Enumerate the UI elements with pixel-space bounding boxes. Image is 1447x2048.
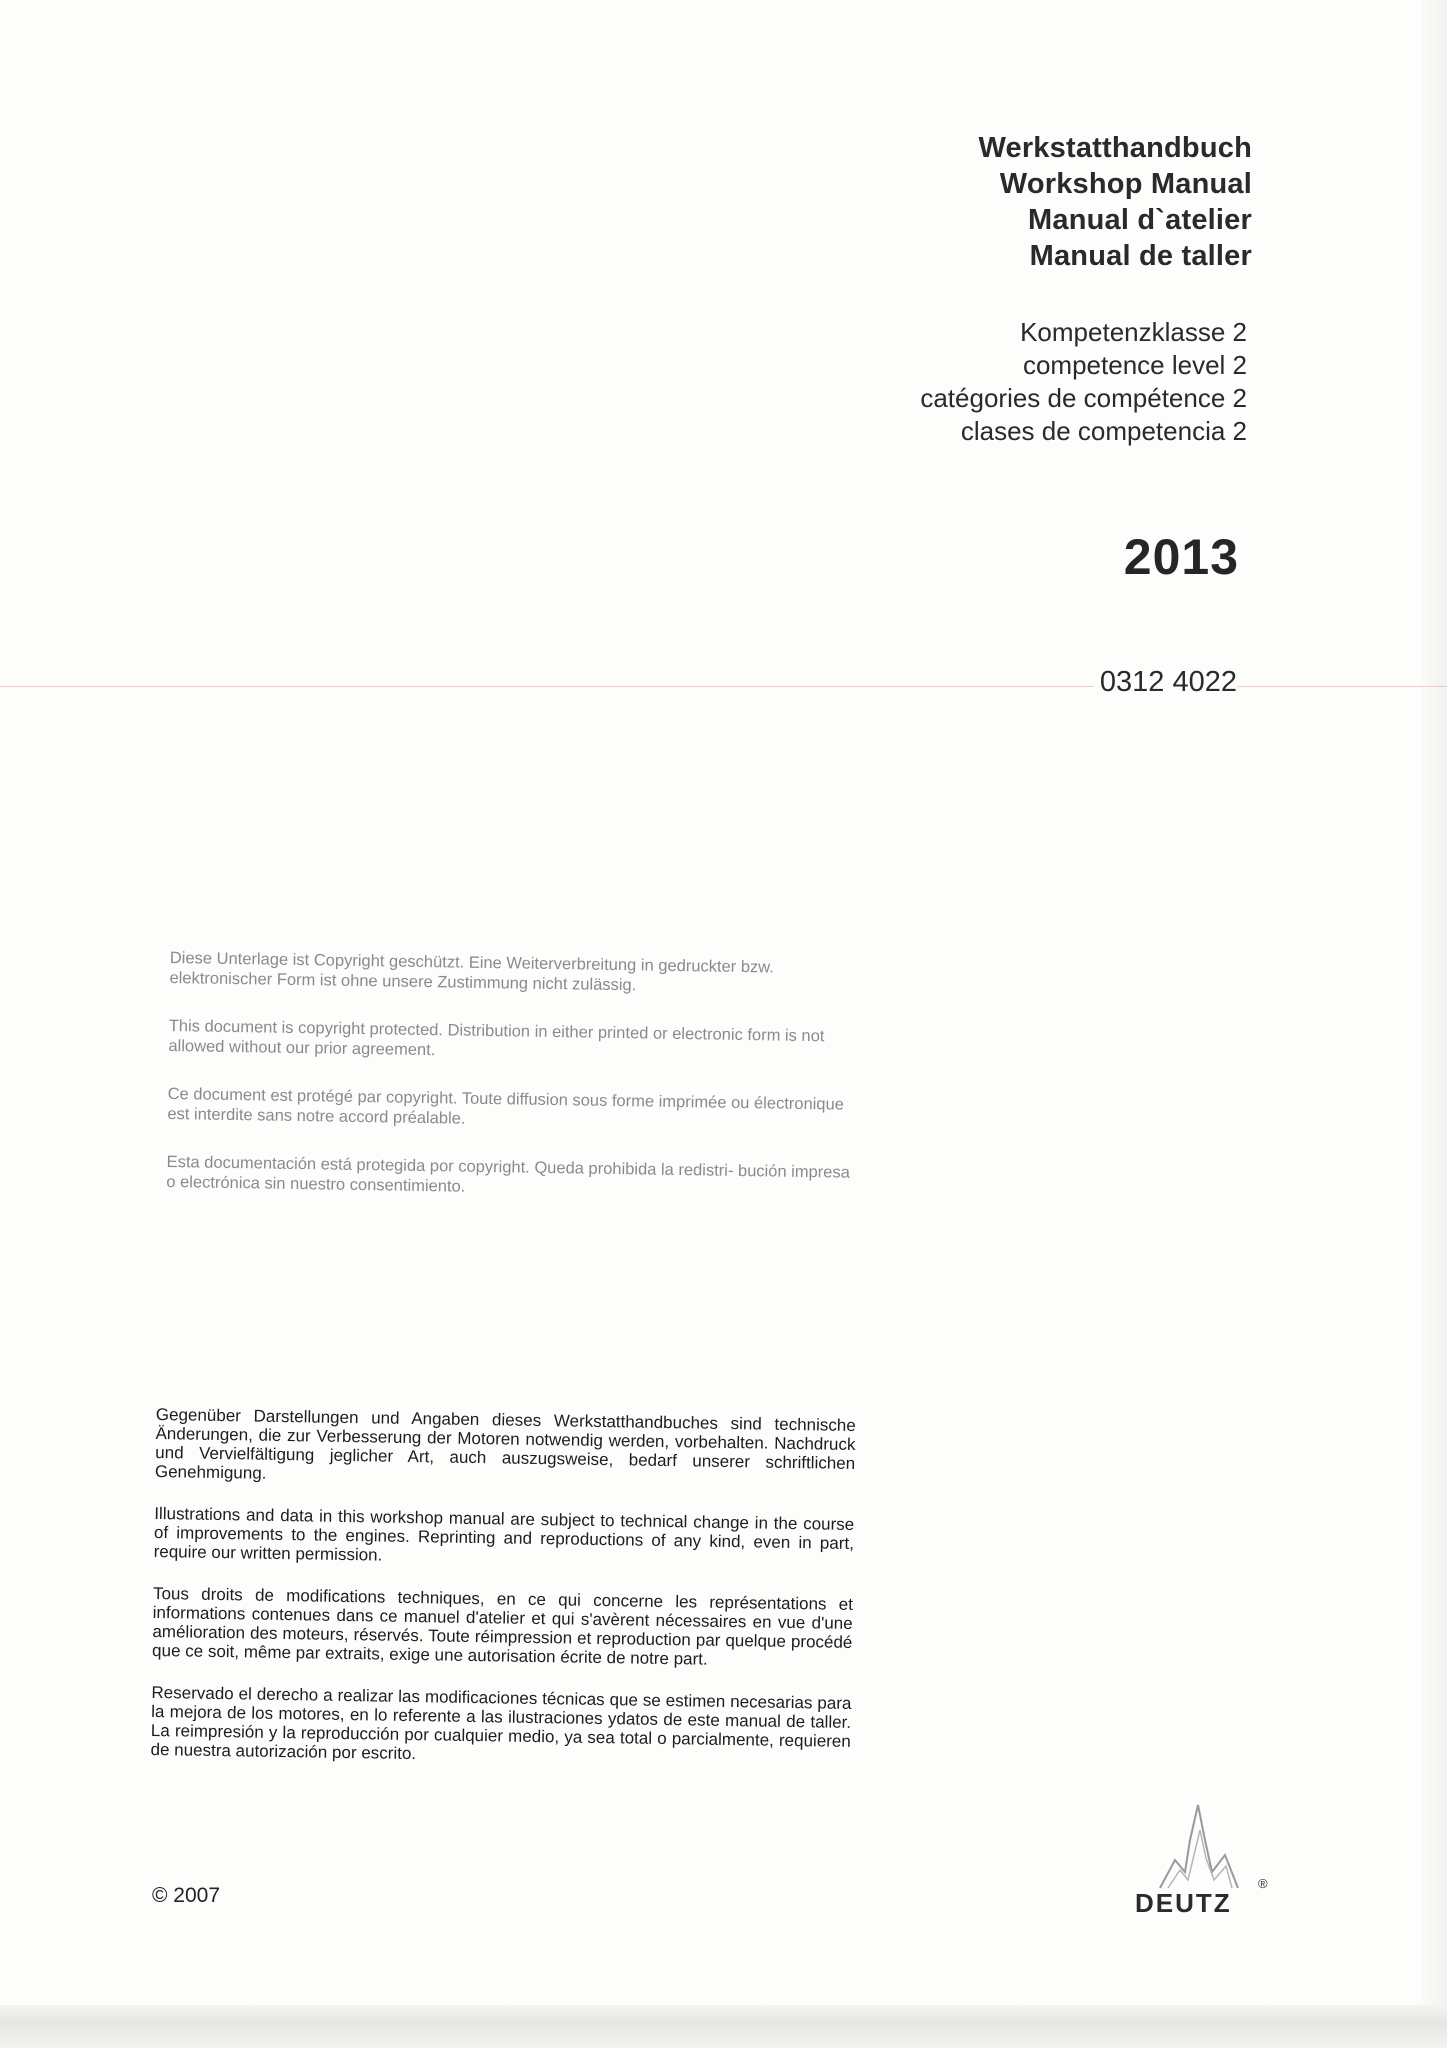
deutz-logo-text: DEUTZ (1135, 1888, 1232, 1918)
manual-title-block (978, 130, 1252, 274)
registered-mark: ® (1258, 1876, 1268, 1891)
subtitle-french: catégories de compétence 2 (920, 383, 1247, 413)
scan-right-edge (1422, 0, 1447, 2048)
title-spanish: Manual de taller (1029, 240, 1252, 272)
modification-notice-french: Tous droits de modifications techniques, en ce qui concerne les représentations et informations contenues dans ce manuel d'atelier et qui s'avèrent nécessaires en vue d'une amélioration des moteurs, réservés. Toute réimpression et reproduction par quelque procédé que ce soit, même par extraits, exige une autorisation écrite de notre part. (151, 1583, 854, 1669)
modification-notice-spanish: Reservado el derecho a realizar las modificaciones técnicas que se estimen necesarias para la mejora de los motores, en lo referente a las ilustraciones ydatos de este manual de taller. La reimpresión y la reproducción por cualquier medio, ya sea total o parcialmente, requieren de nuestra autorización por escrito. (150, 1682, 852, 1764)
modification-notice-english: Illustrations and data in this workshop manual are subject to technical change in the course of improvements to the engines. Reprinting and reproductions of any kind, even in part, require our written permission. (153, 1503, 855, 1565)
copyright-notice-english: This document is copyright protected. Distribution in either printed or electronic form is not allowed without our prior agreement. (168, 1016, 825, 1060)
scan-bottom-edge (0, 2005, 1447, 2048)
copyright-notice-spanish: Esta documentación está protegida por copyright. Queda prohibida la redistri- bución impresa o electrónica sin nuestro consentimiento. (166, 1152, 851, 1196)
subtitle-spanish: clases de competencia 2 (960, 416, 1247, 446)
engine-series-number: 2013 (1123, 529, 1239, 585)
title-french: Manual d`atelier (1028, 204, 1252, 236)
part-number: 0312 4022 (1094, 666, 1237, 699)
subtitle-german: Kompetenzklasse 2 (1020, 317, 1247, 347)
title-german: Werkstatthandbuch (978, 132, 1252, 164)
copyright-notice-german: Diese Unterlage ist Copyright geschützt. Eine Weiterverbreitung in gedruckter bzw. elektronischer Form ist ohne unsere Zustimmung nicht zulässig. (169, 948, 774, 995)
competence-level-block (920, 316, 1247, 448)
title-english: Workshop Manual (999, 168, 1252, 200)
modification-notice-german: Gegenüber Darstellungen und Angaben dieses Werkstatthandbuches sind technische Änderungen, die zur Verbesserung der Motoren notwendig werden, vorbehalten. Nachdruck und Vervielfältigung jeglicher Art, auch auszugsweise, bedarf unserer schriftlichen Genehmigung. (154, 1405, 856, 1483)
copyright-notice-french: Ce document est protégé par copyright. Toute diffusion sous forme imprimée ou électronique est interdite sans notre accord préalable. (167, 1084, 845, 1128)
copyright-year: © 2007 (152, 1884, 221, 1907)
modification-notice-block (150, 1405, 856, 1793)
subtitle-english: competence level 2 (1022, 350, 1247, 380)
copyright-notice-block (166, 948, 860, 1231)
